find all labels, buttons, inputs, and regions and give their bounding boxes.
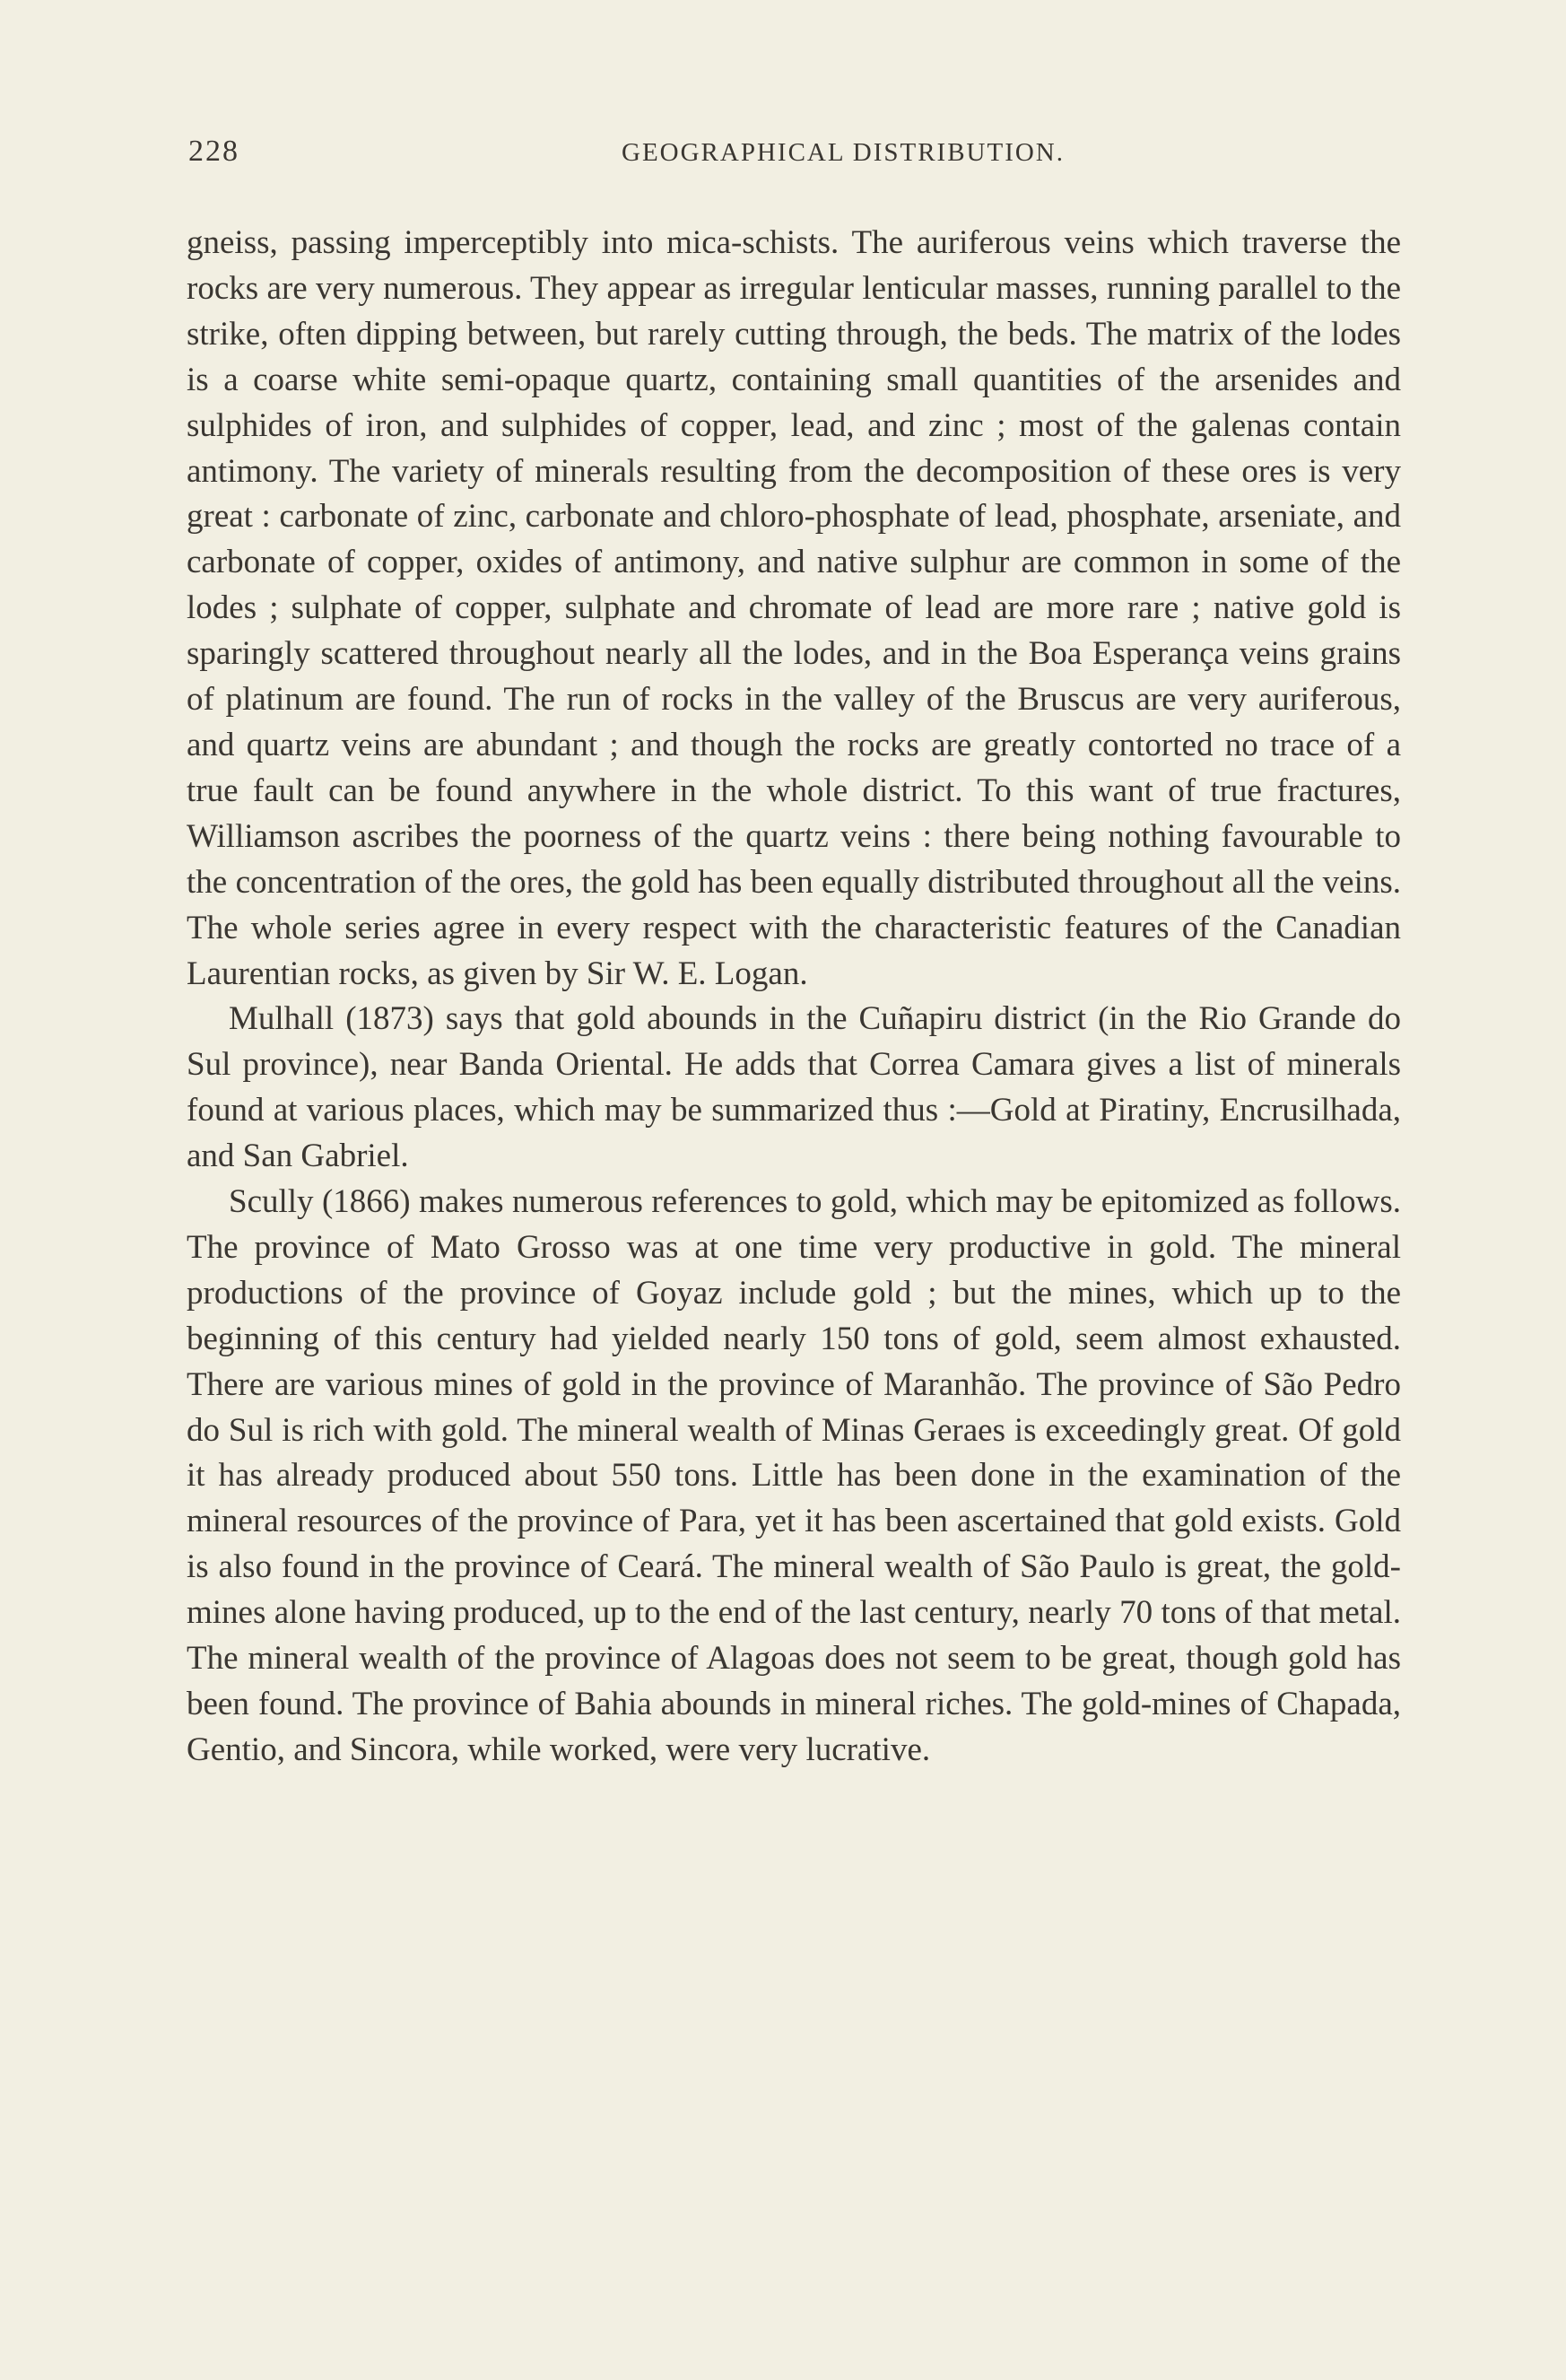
- paragraph-continuation: gneiss, passing imperceptibly into mica-schists. The auriferous veins which traverse the rocks are very numerous. They appear as irregular lenticular masses, running parallel to the strike, often dipping between, but rarely cutting through, the beds. The matrix of the lodes is a coarse white semi-opaque quartz, containing small quantities of the arsenides and sulphides of iron, and sulphides of copper, lead, and zinc ; most of the galenas contain antimony. The variety of minerals resulting from the decomposition of these ores is very great : carbonate of zinc, carbonate and chloro-phosphate of lead, phosphate, arseniate, and carbonate of copper, oxides of antimony, and native sulphur are common in some of the lodes ; sulphate of copper, sulphate and chromate of lead are more rare ; native gold is sparingly scattered throughout nearly all the lodes, and in the Boa Esperança veins grains of platinum are found. The run of rocks in the valley of the Bruscus are very auriferous, and quartz veins are abundant ; and though the rocks are greatly contorted no trace of a true fault can be found anywhere in the whole district. To this want of true fractures, Williamson ascribes the poorness of the quartz veins : there being nothing favourable to the concentration of the ores, the gold has been equally distributed throughout all the veins. The whole series agree in every respect with the characteristic features of the Canadian Laurentian rocks, as given by Sir W. E. Logan.: [187, 224, 1401, 992]
- paragraph-scully: Scully (1866) makes numerous references to gold, which may be epitomized as follows. The province of Mato Grosso was at one time very productive in gold. The mineral productions of the province of Goyaz include gold ; but the mines, which up to the beginning of this century had yielded nearly 150 tons of gold, seem almost exhausted. There are various mines of gold in the province of Maranhão. The province of São Pedro do Sul is rich with gold. The mineral wealth of Minas Geraes is exceedingly great. Of gold it has already produced about 550 tons. Little has been done in the examination of the mineral resources of the province of Para, yet it has been ascertained that gold exists. Gold is also found in the province of Ceará. The mineral wealth of São Paulo is great, the gold-mines alone having produced, up to the end of the last century, nearly 70 tons of that metal. The mineral wealth of the province of Alagoas does not seem to be great, though gold has been found. The province of Bahia abounds in mineral riches. The gold-mines of Chapada, Gentio, and Sincora, while worked, were very lucrative.: [187, 1183, 1401, 1768]
- running-head: [188, 135, 1408, 179]
- body-text: [187, 221, 1401, 1774]
- running-title: GEOGRAPHICAL DISTRIBUTION.: [622, 138, 1065, 167]
- paragraph-mulhall: Mulhall (1873) says that gold abounds in the Cuñapiru district (in the Rio Grande do Sul province), near Banda Oriental. He adds that Correa Camara gives a list of minerals found at various places, which may be summarized thus :—Gold at Piratiny, Encrusilhada, and San Gabriel.: [187, 1000, 1401, 1175]
- page-number: 228: [188, 135, 239, 168]
